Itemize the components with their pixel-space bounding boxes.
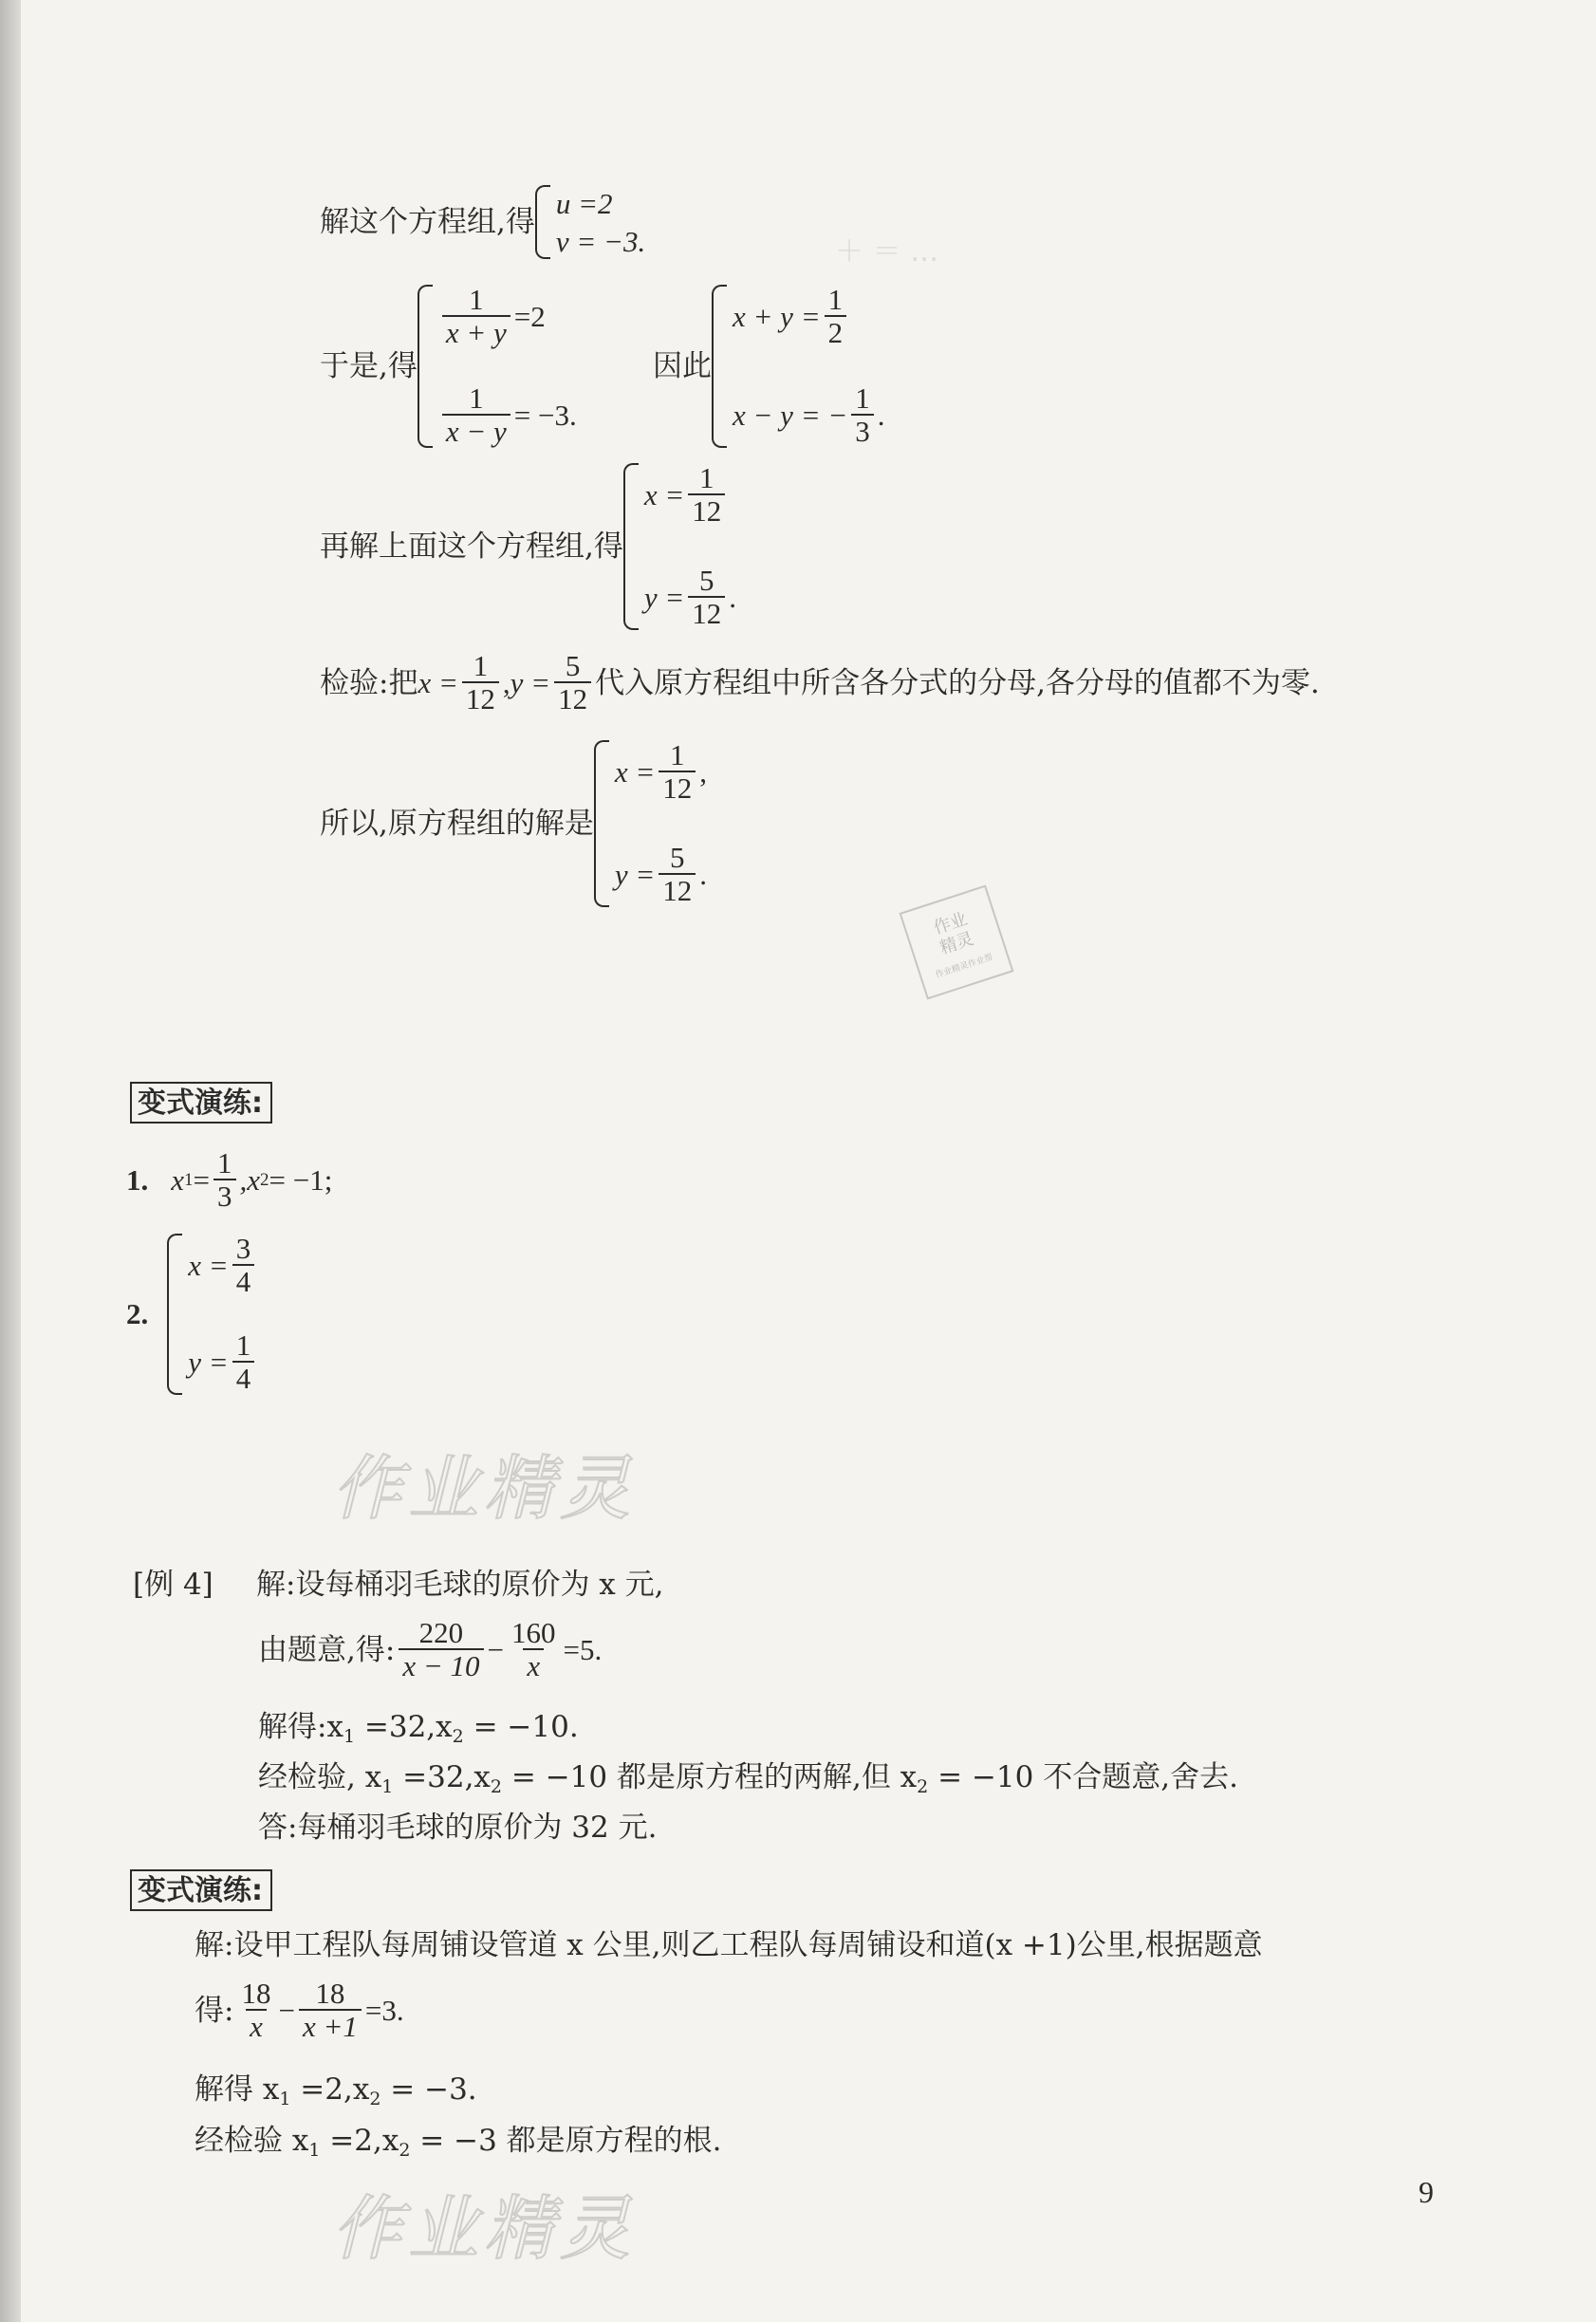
subscript: 1 — [184, 1170, 194, 1190]
fraction-denominator: x — [246, 2009, 267, 2043]
fraction-numerator: 1 — [827, 283, 844, 316]
answer-line — [320, 740, 707, 907]
text-part: = −10 不合题意,舍去. — [928, 1760, 1238, 1794]
solve-uv-prefix: 解这个方程组,得 — [320, 205, 535, 239]
fraction-denominator: 12 — [462, 681, 499, 715]
fraction-denominator: 2 — [825, 315, 847, 349]
subscript: 2 — [917, 1776, 929, 1797]
fraction-denominator: x + y — [442, 315, 510, 349]
solution-x — [644, 463, 736, 528]
subscript: 2 — [369, 2089, 381, 2109]
minus-sign: − — [487, 1633, 504, 1666]
minus-sign: − — [278, 1994, 295, 2027]
fraction-numerator: 220 — [418, 1616, 464, 1649]
hence-prefix: 因此 — [653, 349, 712, 383]
item2-y — [188, 1330, 258, 1395]
var-x: ,x — [239, 1163, 261, 1197]
check-x-lhs: x = — [418, 666, 458, 699]
text-part: = −10. — [463, 1710, 579, 1744]
fraction-numerator: 18 — [241, 1977, 271, 2010]
variation1-heading — [130, 1082, 272, 1124]
check-prefix: 检验:把 — [320, 666, 418, 700]
brace — [535, 185, 550, 259]
uv-system — [535, 185, 645, 259]
equation-tail: =3. — [364, 1994, 404, 2027]
equation-tail: . — [699, 858, 708, 891]
fraction-denominator: 3 — [851, 414, 874, 448]
text-part: =2,x — [320, 2124, 399, 2158]
fraction-denominator: 4 — [232, 1264, 255, 1298]
fraction-numerator: 5 — [670, 841, 685, 874]
v-value: v = −3. — [555, 225, 646, 258]
reciprocal-system — [418, 285, 577, 448]
fraction-denominator: 12 — [688, 596, 725, 630]
equation-tail: =5. — [563, 1633, 603, 1666]
fraction-numerator: 1 — [235, 1328, 251, 1362]
variation2-equation — [195, 1978, 404, 2043]
answer-y — [615, 843, 707, 907]
page-edge-shadow — [0, 0, 21, 2322]
equation-lhs: y = — [188, 1346, 229, 1379]
equation-rhs: =2 — [513, 300, 546, 333]
fraction-numerator: 1 — [473, 649, 489, 682]
watermark-text: 作业精灵 — [332, 1448, 636, 1530]
hence-line — [653, 285, 885, 448]
subscript: 2 — [260, 1170, 269, 1190]
section-label: 变式演练: — [130, 1869, 272, 1911]
stamp-small: 作业精灵作业帮 — [934, 952, 994, 980]
fraction-numerator: 160 — [510, 1616, 556, 1649]
fraction-numerator: 1 — [855, 381, 870, 415]
text-part: = −10 都是原方程的两解,但 x — [502, 1760, 918, 1794]
equation-lhs: x = — [188, 1249, 229, 1282]
variation1-item2 — [126, 1234, 258, 1395]
equation-rest: = −1; — [269, 1163, 333, 1197]
fraction-numerator: 5 — [699, 564, 714, 597]
example4-check — [258, 1758, 1238, 1806]
fraction-numerator: 1 — [699, 461, 714, 494]
text-part: 经检验 x — [195, 2124, 309, 2158]
brace — [594, 740, 609, 907]
fraction-numerator: 5 — [565, 649, 581, 682]
fraction-denominator: 12 — [688, 493, 725, 528]
text-part: 解得 x — [195, 2072, 280, 2107]
item2-system — [167, 1234, 258, 1395]
u-value: u =2 — [555, 187, 613, 220]
variation2-line1: 解:设甲工程队每周铺设管道 x 公里,则乙工程队每周铺设和道(x +1)公里,根据题意 — [195, 1928, 1263, 1962]
fraction-denominator: x − y — [442, 414, 510, 448]
fraction-denominator: x — [523, 1648, 544, 1682]
answer-system — [594, 740, 707, 907]
subscript: 2 — [452, 1726, 464, 1747]
brace — [418, 285, 433, 448]
check-line — [320, 651, 1320, 715]
fraction-denominator: x +1 — [299, 2009, 362, 2043]
solution-y — [644, 566, 736, 630]
variation2-heading — [130, 1869, 272, 1911]
subscript: 1 — [279, 2089, 291, 2109]
equation-prefix: 得: — [195, 1994, 234, 2028]
fraction-numerator: 1 — [469, 283, 484, 316]
equation-lhs: x + y = — [733, 300, 821, 333]
resolve-line — [320, 463, 736, 630]
text-part: = −3. — [380, 2072, 477, 2107]
resolve-prefix: 再解上面这个方程组,得 — [320, 529, 623, 564]
text-part: =32,x — [393, 1760, 491, 1794]
solve-uv-line — [320, 185, 645, 259]
answer-x — [615, 740, 707, 805]
fraction-denominator: 12 — [659, 873, 696, 907]
watermark-text: 作业精灵 — [332, 2188, 636, 2270]
equation-tail: , — [699, 755, 708, 789]
equation-tail: . — [877, 399, 885, 432]
therefore-prefix: 于是,得 — [320, 349, 418, 383]
stamp-line1: 作业 — [931, 908, 970, 938]
bleed-through-text: ＋ ＝ … — [835, 235, 939, 269]
check-separator: , — [502, 666, 510, 699]
item-number: 1. — [126, 1163, 149, 1197]
subscript: 2 — [490, 1776, 503, 1797]
text-part: = −3 都是原方程的根. — [410, 2124, 722, 2158]
watermark-stamp — [900, 885, 1014, 1000]
solution-system — [623, 463, 736, 630]
system-eq2 — [438, 383, 577, 448]
example4-label: [例 4] — [133, 1568, 213, 1602]
sum-diff-system — [712, 285, 885, 448]
system-eq2 — [733, 383, 885, 448]
example4-answer: 答:每桶羽毛球的原价为 32 元. — [258, 1811, 658, 1845]
section-label: 变式演练: — [130, 1082, 272, 1124]
var-x: x — [171, 1163, 185, 1197]
therefore-line — [320, 285, 577, 448]
equation-lhs: y = — [643, 581, 685, 614]
fraction-numerator: 3 — [235, 1232, 251, 1265]
equation-tail: . — [729, 581, 737, 614]
equation-rhs: = −3. — [513, 399, 577, 432]
text-part: 经检验, x — [258, 1760, 382, 1794]
stamp-line2: 精灵 — [937, 928, 976, 958]
equals: = — [193, 1163, 210, 1197]
fraction-numerator: 1 — [670, 738, 685, 771]
fraction-numerator: 1 — [217, 1146, 232, 1180]
item2-x — [188, 1234, 258, 1298]
subscript: 1 — [308, 2140, 321, 2161]
example4-line1: 解:设每桶羽毛球的原价为 x 元, — [256, 1568, 664, 1602]
equation-lhs: x = — [614, 755, 656, 789]
fraction-numerator: 1 — [469, 381, 484, 415]
equation-prefix: 由题意,得: — [258, 1633, 396, 1667]
fraction-denominator: 12 — [554, 681, 591, 715]
equation-lhs: x − y = − — [733, 399, 848, 432]
subscript: 1 — [343, 1726, 356, 1747]
page-number: 9 — [1419, 2175, 1434, 2209]
fraction-numerator: 18 — [315, 1977, 345, 2010]
fraction-denominator: 12 — [659, 771, 696, 805]
fraction-denominator: 4 — [232, 1361, 255, 1395]
text-part: =32,x — [355, 1710, 453, 1744]
equation-lhs: y = — [614, 858, 656, 891]
text-part: =2,x — [290, 2072, 370, 2107]
check-suffix: 代入原方程组中所含各分式的分母,各分母的值都不为零. — [595, 666, 1320, 700]
example4-solution — [258, 1708, 579, 1755]
equation-lhs: x = — [643, 478, 685, 511]
example4-equation — [258, 1618, 602, 1682]
brace — [167, 1234, 182, 1395]
variation1-item1 — [126, 1148, 332, 1213]
system-eq1 — [438, 285, 577, 349]
variation2-check — [195, 2122, 722, 2169]
answer-prefix: 所以,原方程组的解是 — [320, 807, 594, 841]
text-part: 解得:x — [258, 1710, 343, 1744]
system-eq1 — [733, 285, 885, 349]
fraction-denominator: 3 — [213, 1179, 236, 1213]
fraction-denominator: x − 10 — [399, 1648, 483, 1682]
variation2-solution — [195, 2071, 477, 2118]
check-y-lhs: y = — [510, 666, 551, 699]
brace — [623, 463, 639, 630]
item-number: 2. — [126, 1297, 149, 1330]
subscript: 2 — [399, 2140, 411, 2161]
brace — [712, 285, 727, 448]
subscript: 1 — [381, 1776, 394, 1797]
